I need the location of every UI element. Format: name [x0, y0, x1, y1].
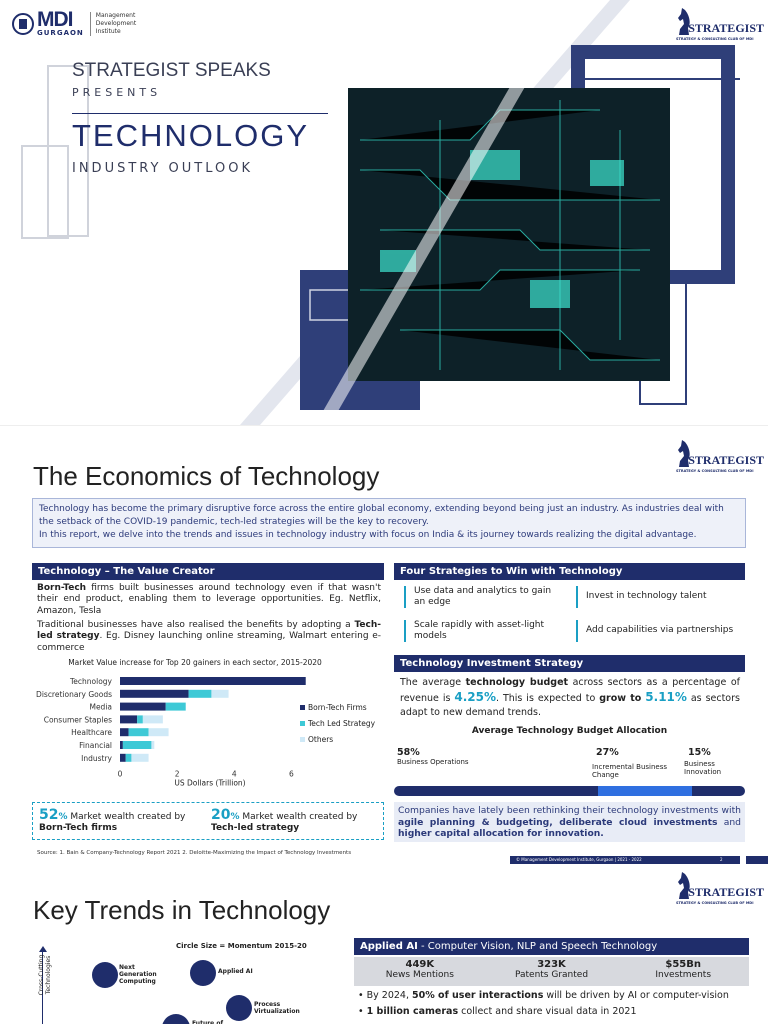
cover-series: STRATEGIST SPEAKS	[72, 60, 271, 81]
bar-segment	[120, 741, 123, 749]
ai-b2-text: collect and share visual data in 2021	[458, 1006, 637, 1017]
bar-segment	[189, 690, 212, 698]
trad-text-1: Traditional businesses have also realised the benefits by adopting a	[37, 620, 355, 630]
bubble-1	[92, 962, 118, 988]
bar-segment	[120, 728, 129, 736]
stat2-number: 20	[211, 807, 231, 823]
invest-para	[400, 676, 740, 720]
four-strategies-head: Four Strategies to Win with Technology	[394, 563, 745, 580]
ai-stat-label-3: Investments	[655, 970, 712, 980]
page3-section	[0, 868, 768, 1024]
bar-segment	[129, 728, 149, 736]
mdi-logo-text: MDI	[37, 8, 73, 31]
legend-label: Others	[308, 735, 334, 744]
invest-b2: grow to	[599, 693, 642, 704]
stat2-bold: Tech-led strategy	[211, 823, 300, 833]
bar-segment	[137, 715, 143, 723]
x-tick-label: 0	[117, 769, 123, 779]
strategist-logo-3	[676, 870, 764, 905]
ai-stat-label-1: News Mentions	[385, 970, 454, 980]
budget-item-3	[684, 747, 744, 776]
invest-t1: The average	[400, 677, 466, 688]
x-tick-label: 2	[174, 769, 180, 779]
invest-t4: as sectors adapt to new demand trends.	[400, 693, 740, 718]
cover-rule	[72, 113, 328, 114]
stats-box	[32, 802, 384, 840]
chart-title: Market Value increase for Top 20 gainers in each sector, 2015-2020	[68, 658, 322, 667]
budget-pct-1: 58%	[397, 747, 420, 758]
bubble-label-1: Next Generation Computing	[119, 964, 157, 985]
page2-section	[0, 425, 768, 868]
cover-section	[0, 0, 768, 425]
trad-text-2: . Eg. Disney launching online streaming, Walmart entering e-commerce	[37, 631, 381, 653]
budget-item-1	[397, 747, 477, 766]
rethink-b2: higher capital allocation for innovation.	[398, 828, 604, 839]
cover-presents: PRESENTS	[72, 86, 162, 99]
budget-seg-1	[394, 786, 598, 796]
category-label: Consumer Staples	[43, 715, 112, 725]
ai-stat-value-2: 323K	[537, 959, 566, 970]
mdi-full-2: Development	[95, 20, 137, 27]
value-creator-head: Technology – The Value Creator	[32, 563, 384, 580]
legend-label: Born-Tech Firms	[308, 703, 367, 712]
budget-seg-2	[598, 786, 693, 796]
budget-pct-2: 27%	[596, 747, 619, 758]
category-label: Financial	[79, 741, 112, 750]
strategist-tag: STRATEGY & CONSULTING CLUB OF MDI	[676, 469, 754, 473]
budget-item-2	[592, 747, 676, 779]
strategy-1: Use data and analytics to gain an edge	[404, 586, 564, 608]
footer-accent	[746, 856, 768, 864]
strategy-3: Scale rapidly with asset-light models	[404, 620, 564, 642]
bubble-label-3: Process Virtualization	[254, 1001, 300, 1015]
legend-label: Tech Led Strategy	[308, 719, 376, 728]
cover-subtitle: INDUSTRY OUTLOOK	[72, 161, 254, 176]
rethink-b1: agile planning & budgeting, deliberate cloud investments	[398, 816, 718, 828]
ai-head-text: - Computer Vision, NLP and Speech Technology	[417, 941, 658, 952]
ai-bullet-2: • 1 billion cameras collect and share visual data in 2021	[358, 1006, 637, 1017]
strategist-logo	[676, 6, 764, 41]
stat1-bold: Born-Tech firms	[39, 823, 118, 833]
x-axis-label: US Dollars (Trillion)	[174, 778, 246, 788]
stat1-text: Market wealth created by	[70, 812, 186, 822]
y-axis-label: Cross-Cutting Technologies	[38, 954, 52, 996]
rethink-t2: and	[717, 816, 741, 828]
footer-text: © Management Development Institute, Gurgaon | 2021 - 2022	[516, 857, 642, 862]
budget-label-3: Business Innovation	[684, 760, 722, 776]
ai-b1-t2: will be driven by AI or computer-vision	[543, 990, 729, 1001]
stat1-pct: %	[58, 812, 68, 822]
intro-text-2: In this report, we delve into the trends and issues in technology industry with focus on India & its journey towards realizing the digital advantage.	[39, 530, 697, 540]
strategies-grid	[398, 582, 744, 648]
bubble-2	[190, 960, 216, 986]
bar-segment	[120, 677, 306, 685]
page-number: 2	[720, 857, 723, 862]
bar-segment	[131, 754, 148, 762]
stat2-text: Market wealth created by	[242, 812, 358, 822]
budget-bar	[394, 786, 745, 796]
budget-seg-3	[692, 786, 745, 796]
trad-bold: Tech-led strategy	[37, 620, 381, 642]
cover-title: TECHNOLOGY	[72, 118, 310, 153]
x-tick-label: 4	[231, 769, 237, 779]
bubble-3	[226, 995, 252, 1021]
strategist-tag: STRATEGY & CONSULTING CLUB OF MDI	[676, 37, 754, 41]
mdi-logo-sub: GURGAON	[37, 29, 84, 37]
invest-b1: technology budget	[465, 677, 569, 688]
bar-segment	[211, 690, 228, 698]
category-label: Discretionary Goods	[36, 689, 112, 699]
bar-segment	[120, 754, 126, 762]
strategist-logo-text: STRATEGIST	[688, 885, 764, 899]
strategist-logo-2	[676, 438, 764, 473]
ai-head	[354, 938, 749, 955]
ai-stat-value-1: 449K	[405, 959, 435, 970]
legend-swatch	[300, 737, 305, 742]
strategy-4: Add capabilities via partnerships	[576, 620, 740, 642]
page3-title: Key Trends in Technology	[33, 895, 331, 925]
invest-v1: 4.25%	[454, 690, 496, 704]
footer-bar	[510, 856, 740, 864]
ai-stats	[354, 957, 749, 986]
invest-v2: 5.11%	[645, 690, 687, 704]
mdi-emblem-icon	[12, 12, 34, 36]
bubble-title: Circle Size = Momentum 2015-20	[176, 942, 307, 950]
born-tech-para	[37, 583, 381, 617]
rethink-box	[394, 802, 745, 842]
intro-text-1: Technology has become the primary disruptive force across the entire global economy, extending beyond being just an industry. As industries deal with the setback of the COVID-19 pandemic, tech-led strategies will be the key to recovery.	[39, 504, 724, 527]
rethink-t1: Companies have lately been rethinking their technology investments with	[398, 805, 741, 816]
born-tech-text: firms built businesses around technology even if that wasn't their end product, enabling them to leverage opportunities. Eg. Netflix, Amazon, Tesla	[37, 583, 381, 616]
stat1-number: 52	[39, 807, 59, 823]
mdi-full-3: Institute	[95, 28, 121, 35]
invest-head: Technology Investment Strategy	[394, 655, 745, 672]
bar-segment	[149, 728, 169, 736]
source-note: Source: 1. Bain & Company-Technology Report 2021 2. Deloitte-Maximizing the Impact of Technology Investments	[37, 850, 352, 856]
category-label: Technology	[69, 677, 112, 686]
born-tech-bold: Born-Tech	[37, 583, 87, 593]
ai-head-bold: Applied AI	[360, 941, 418, 952]
trad-para	[37, 620, 381, 654]
legend-swatch	[300, 721, 305, 726]
bar-segment	[143, 715, 163, 723]
legend-swatch	[300, 705, 305, 710]
ai-b1-t1: By 2024,	[366, 990, 413, 1001]
strategy-2: Invest in technology talent	[576, 586, 740, 608]
mdi-full-1: Management	[95, 12, 136, 19]
ai-b1-bold: 50% of user interactions	[412, 990, 544, 1001]
mdi-logo	[12, 10, 136, 38]
bar-segment	[166, 703, 186, 711]
invest-t2: across sectors as a percentage of revenue is	[400, 677, 740, 704]
intro-box	[32, 498, 746, 548]
bar-segment	[120, 715, 137, 723]
bubble-4	[162, 1014, 190, 1024]
bar-segment	[120, 703, 166, 711]
budget-label-1: Business Operations	[397, 758, 469, 766]
budget-label-2: Incremental Business Change	[592, 763, 668, 779]
budget-title: Average Technology Budget Allocation	[471, 726, 668, 736]
category-label: Healthcare	[71, 728, 112, 738]
budget-pct-3: 15%	[688, 747, 711, 758]
market-value-chart	[32, 658, 384, 798]
ai-b2-bold: 1 billion cameras	[366, 1006, 459, 1017]
ai-bullet-1: • By 2024, 50% of user interactions will be driven by AI or computer-vision	[358, 990, 729, 1001]
category-label: Media	[89, 702, 112, 712]
bar-segment	[126, 754, 132, 762]
bar-segment	[151, 741, 154, 749]
stat2-pct: %	[230, 812, 240, 822]
strategist-tag: STRATEGY & CONSULTING CLUB OF MDI	[676, 901, 754, 905]
bubble-label-4: Future of	[192, 1020, 224, 1024]
bubble-label-2: Applied AI	[218, 968, 253, 975]
bar-segment	[123, 741, 152, 749]
strategist-logo-text: STRATEGIST	[688, 453, 764, 467]
page2-title: The Economics of Technology	[33, 461, 380, 491]
x-tick-label: 6	[289, 769, 294, 779]
ai-stat-label-2: Patents Granted	[514, 970, 589, 980]
category-label: Industry	[81, 753, 112, 763]
ai-stat-value-3: $55Bn	[665, 959, 701, 970]
bar-segment	[120, 690, 189, 698]
invest-t3: . This is expected to	[496, 693, 600, 704]
strategist-logo-text: STRATEGIST	[688, 21, 764, 35]
